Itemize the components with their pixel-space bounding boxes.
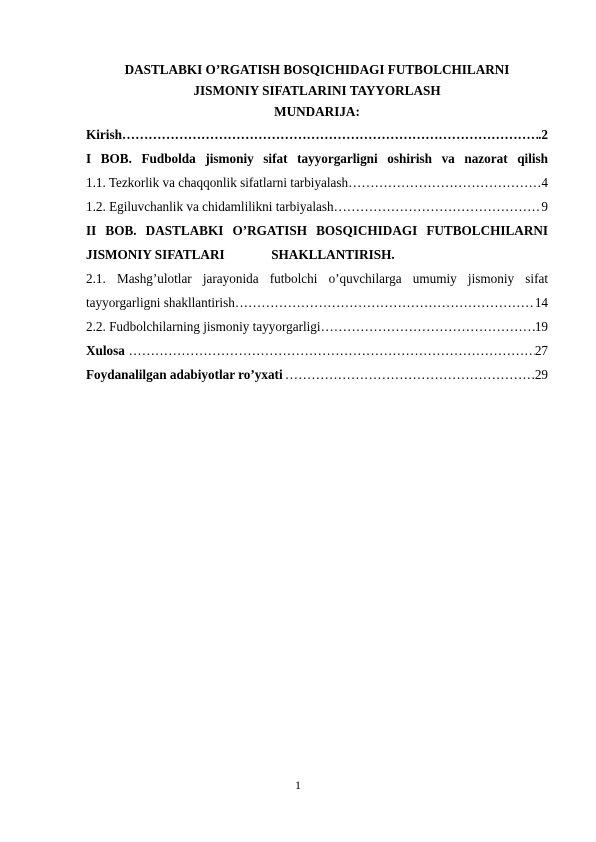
toc-page-number: 4 [541,175,548,190]
toc-chapter-2-line-1: II BOB. DASTLABKI O’RGATISH BOSQICHIDAGI FUTBOLCHILARNI [86,223,548,238]
toc-entry-1-2 [86,199,548,215]
toc-entry-label: 2.2. Fudbolchilarning jismoniy tayyorgarligi [86,319,321,334]
contents-heading: MUNDARIJA: [274,104,360,119]
dot-leader [235,295,535,311]
dot-leader [122,127,538,143]
dot-leader [129,343,535,359]
toc-chapter-2-line-2 [86,247,548,263]
dot-leader [321,319,535,335]
document-title-line-2: JISMONIY SIFATLARINI TAYYORLASH [193,83,441,98]
dot-leader [334,199,542,215]
toc-entry-label: Kirish [86,127,122,142]
toc-entry-2-1-line-1: 2.1. Mashg’ulotlar jarayonida futbolchi o’quvchilarga umumiy jismoniy sifat [86,271,548,286]
toc-page-number: .2 [538,127,548,142]
toc-page-number: 29 [534,367,548,382]
toc-page-number: 19 [534,319,548,334]
toc-entry-2-1-line-2 [86,295,548,311]
toc-entry-conclusion [86,343,548,359]
document-title-line-1: DASTLABKI O’RGATISH BOSQICHIDAGI FUTBOLCHILARNI [124,62,510,77]
toc-page-number: 9 [541,199,548,214]
page-number: 1 [295,778,301,792]
toc-entry-label: tayyorgarligni shakllantirish [86,295,235,310]
toc-entry-2-2 [86,319,548,335]
dot-leader [285,367,535,383]
toc-entry-references [86,367,548,383]
toc-page-number: 14 [534,295,548,310]
toc-entry-1-1 [86,175,548,191]
toc-entry-label: 1.1. Tezkorlik va chaqqonlik sifatlarni tarbiyalash [86,175,349,190]
toc-entry-label: Xulosa [86,343,125,358]
toc-entry-intro [86,127,548,143]
toc-chapter-2-part-a: JISMONIY SIFATLARI [86,247,225,262]
toc-entry-label: Foydanalilgan adabiyotlar ro’yxati [86,367,283,382]
toc-page-number: 27 [534,343,548,358]
toc-chapter-2-part-b: SHAKLLANTIRISH. [271,247,395,262]
toc-chapter-1: I BOB. Fudbolda jismoniy sifat tayyorgarligni oshirish va nazorat qilish [86,151,548,166]
dot-leader [348,175,541,191]
toc-entry-label: 1.2. Egiluvchanlik va chidamlilikni tarbiyalash [86,199,334,214]
